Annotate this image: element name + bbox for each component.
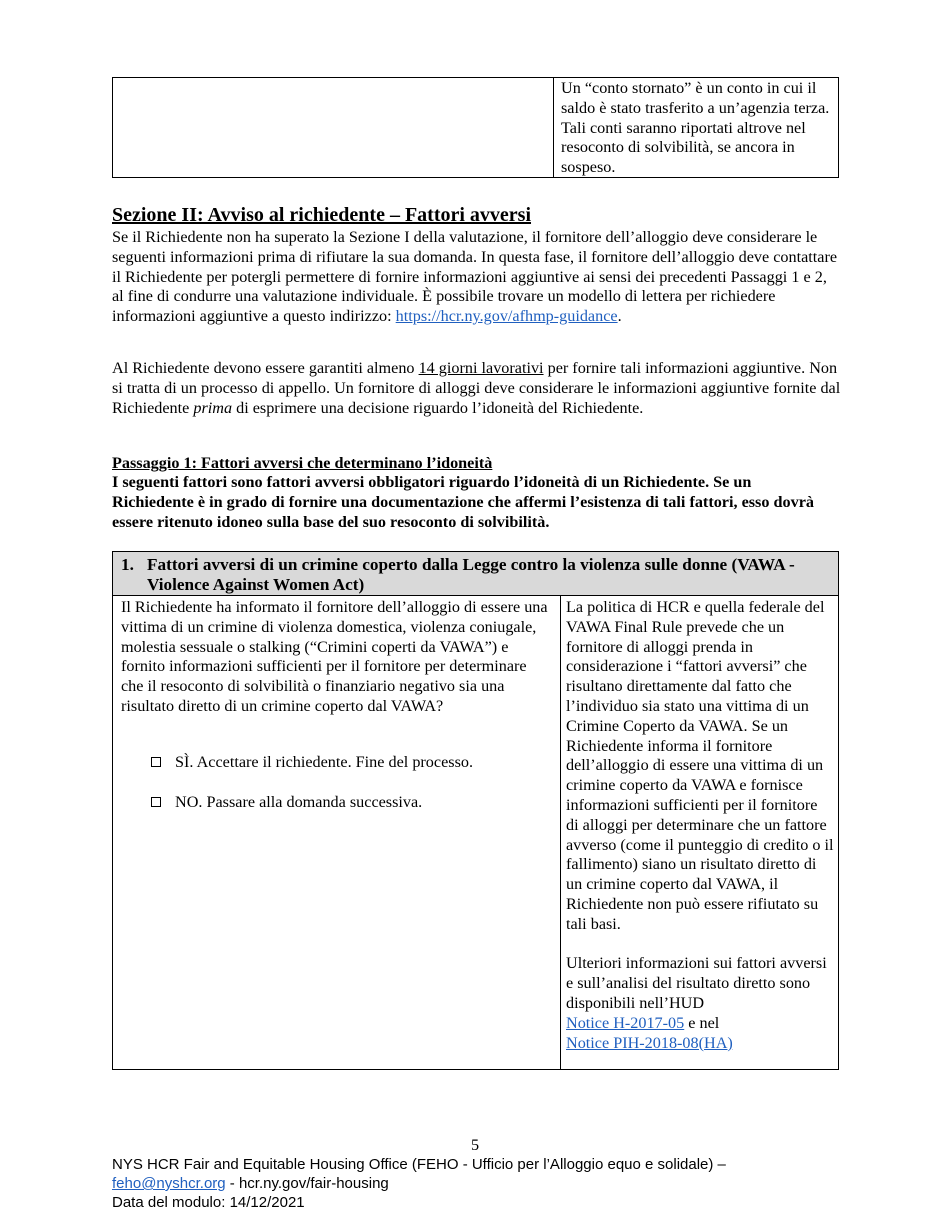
- notice-h-2017-05-link[interactable]: Notice H-2017-05: [566, 1013, 685, 1032]
- step1-title: Passaggio 1: Fattori avversi che determinano l’idoneità: [112, 454, 493, 472]
- vawa-header-text: Fattori avversi di un crimine coperto dalla Legge contro la violenza sulle donne (VAWA - Violence Against Women Act): [147, 555, 795, 594]
- option-no-row[interactable]: [151, 792, 422, 812]
- footer: [112, 1155, 726, 1212]
- footer-form-date: Data del modulo: 14/12/2021: [112, 1194, 305, 1211]
- yes-checkbox[interactable]: [151, 757, 161, 767]
- footer-office-line: NYS HCR Fair and Equitable Housing Office (FEHO - Ufficio per l’Alloggio equo e solidale) –: [112, 1156, 726, 1173]
- vawa-table-header: [113, 552, 838, 596]
- business-days-emphasis: 14 giorni lavorativi: [418, 359, 544, 377]
- table-divider: [560, 595, 561, 1069]
- step1-description: I seguenti fattori sono fattori avversi obbligatori riguardo l’idoneità di un Richiedente. Se un Richiedente è in grado di fornire una documentazione che affermi l’esistenza di tali fattori, esso dovrà essere ritenuto idoneo sulla base del suo resoconto di solvibilità.: [112, 473, 814, 531]
- before-emphasis: prima: [193, 398, 233, 417]
- vawa-more-info-paragraph: [566, 954, 834, 1053]
- section-title: Sezione II: Avviso al richiedente – Fattori avversi: [112, 204, 532, 226]
- top-table-fragment: [112, 77, 839, 178]
- option-yes-label: SÌ. Accettare il richiedente. Fine del processo.: [175, 753, 474, 771]
- vawa-question: Il Richiedente ha informato il fornitore dell’alloggio di essere una vittima di un crimine di violenza domestica, violenza coniugale, molestia sessuale o stalking (“Crimini coperti da VAWA”) e fornito informazioni sufficienti per il fornitore per determinare che il resoconto di solvibilità o finanziario negativo sia una risultato diretto di un crimine coperto dal VAWA?: [121, 598, 548, 715]
- more-info-text: Ulteriori informazioni sui fattori avversi e sull’analisi del risultato diretto sono disponibili nell’HUD: [566, 954, 827, 1012]
- option-no-label: NO. Passare alla domanda successiva.: [175, 793, 423, 811]
- business-days-text-b: per fornire tali informazioni aggiuntive. Non si tratta di un processo di appello. Un fornitore di alloggi deve considerare le informazioni aggiuntive fornite dal Richiedente: [112, 359, 841, 417]
- afhmp-guidance-link[interactable]: https://hcr.ny.gov/afhmp-guidance: [395, 307, 618, 326]
- footer-website: - hcr.ny.gov/fair-housing: [225, 1175, 389, 1192]
- section-intro-paragraph: [112, 228, 842, 327]
- business-days-text-a: Al Richiedente devono essere garantiti almeno: [112, 359, 419, 377]
- section-intro-end: .: [617, 307, 622, 326]
- no-checkbox[interactable]: [151, 797, 161, 807]
- business-days-text-c: di esprimere una decisione riguardo l’idoneità del Richiedente.: [232, 398, 644, 417]
- feho-email-link[interactable]: feho@nyshcr.org: [112, 1175, 226, 1192]
- table-divider: [553, 78, 554, 177]
- business-days-paragraph: [112, 359, 842, 418]
- option-yes-row[interactable]: [151, 752, 473, 772]
- link-joiner: e nel: [684, 1013, 720, 1032]
- vawa-guidance-column: [566, 598, 834, 1053]
- notice-pih-2018-08-link[interactable]: Notice PIH-2018-08(HA): [566, 1033, 733, 1052]
- vawa-item-number: 1.: [121, 555, 134, 574]
- vawa-table: [112, 551, 839, 1070]
- page-number: 5: [470, 1136, 480, 1154]
- charged-off-account-note: Un “conto stornato” è un conto in cui il saldo è stato trasferito a un’agenzia terza. Tali conti saranno riportati altrove nel resoconto di solvibilità, se ancora in sospeso.: [561, 79, 830, 177]
- vawa-policy-paragraph: La politica di HCR e quella federale del VAWA Final Rule prevede che un fornitore di alloggi prenda in considerazione i “fattori avversi” che risultano direttamente dal fatto che l’individuo sia stato una vittima di un Crimine Coperto da VAWA. Se un Richiedente informa il fornitore dell’alloggio di essere una vittima di un crimine coperto da VAWA e fornisce informazioni sufficienti per il fornitore di alloggi per determinare che un fattore avverso (come il punteggio di credito o il fallimento) siano un risultato diretto di un crimine coperto dal VAWA, il Richiedente non può essere rifiutato su tali basi.: [566, 598, 834, 933]
- section-intro-text: Se il Richiedente non ha superato la Sezione I della valutazione, il fornitore dell’alloggio deve considerare le seguenti informazioni prima di rifiutare la sua domanda. In questa fase, il fornitore dell’alloggio deve contattare il Richiedente per potergli permettere di fornire informazioni aggiuntive ai sensi dei precedenti Passaggi 1 e 2, al fine di condurre una valutazione individuale. È possibile trovare un modello di lettera per richiedere informazioni aggiuntive a questo indirizzo:: [112, 228, 838, 326]
- footer-contact-line: [112, 1174, 726, 1193]
